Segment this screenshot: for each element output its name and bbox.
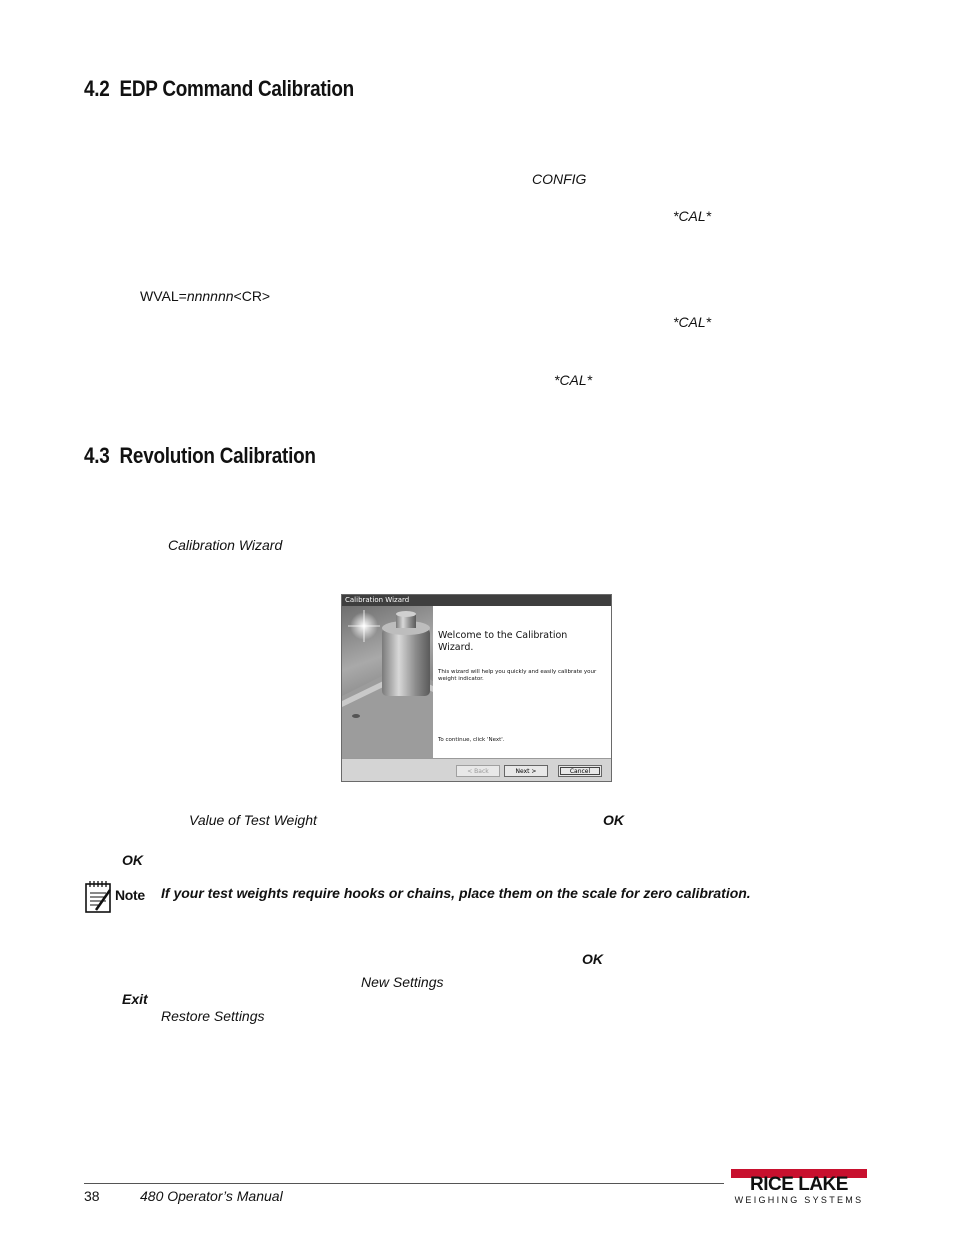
- wval-command: [140, 288, 270, 304]
- note-label: Note: [115, 887, 145, 903]
- new-settings-term: New Settings: [361, 974, 444, 990]
- logo-name: RICE LAKE: [750, 1174, 848, 1195]
- welcome-text: Welcome to the Calibration Wizard.: [438, 630, 568, 653]
- note-text: If your test weights require hooks or chains, place them on the scale for zero calibration.: [161, 885, 751, 901]
- footer-rule: [84, 1183, 724, 1184]
- wval-suffix: <CR>: [233, 288, 271, 304]
- cancel-button[interactable]: Cancel: [558, 765, 602, 777]
- value-of-test-weight-term: Value of Test Weight: [189, 812, 317, 828]
- config-term: CONFIG: [532, 171, 587, 187]
- note-callout: [84, 880, 154, 916]
- next-button[interactable]: Next >: [504, 765, 548, 777]
- manual-title: 480 Operator’s Manual: [140, 1188, 283, 1204]
- section-title: Revolution Calibration: [119, 443, 316, 468]
- wizard-button-bar: [342, 758, 611, 781]
- calibration-wizard-term: Calibration Wizard: [168, 537, 283, 553]
- section-title: EDP Command Calibration: [119, 76, 354, 101]
- notepad-icon: [84, 880, 114, 914]
- wizard-description: This wizard will help you quickly and easily calibrate your weight indicator.: [438, 669, 597, 682]
- page-number: 38: [84, 1188, 100, 1204]
- wval-prefix: WVAL=: [140, 288, 187, 304]
- ok-term-2: OK: [122, 852, 143, 868]
- continue-instructions: To continue, click 'Next'.: [438, 737, 505, 743]
- exit-term: Exit: [122, 991, 148, 1007]
- wizard-content-panel: [433, 606, 611, 758]
- restore-settings-term: Restore Settings: [161, 1008, 265, 1024]
- ok-term-1: OK: [603, 812, 624, 828]
- cal-term-3: *CAL*: [554, 372, 593, 388]
- wval-variable: nnnnnn: [186, 288, 234, 304]
- cal-term-2: *CAL*: [673, 314, 712, 330]
- section-number: 4.2: [84, 76, 110, 101]
- back-button[interactable]: < Back: [456, 765, 500, 777]
- section-number: 4.3: [84, 443, 110, 468]
- section-4-2-heading: [84, 76, 354, 102]
- section-4-3-heading: [84, 443, 316, 469]
- cal-term-1: *CAL*: [673, 208, 712, 224]
- wizard-image-panel: [342, 606, 433, 758]
- window-title: Calibration Wizard: [342, 595, 611, 606]
- test-weight-image-icon: [342, 606, 433, 758]
- ok-term-3: OK: [582, 951, 603, 967]
- logo-subtitle: WEIGHING SYSTEMS: [734, 1195, 864, 1205]
- calibration-wizard-screenshot: [341, 594, 612, 782]
